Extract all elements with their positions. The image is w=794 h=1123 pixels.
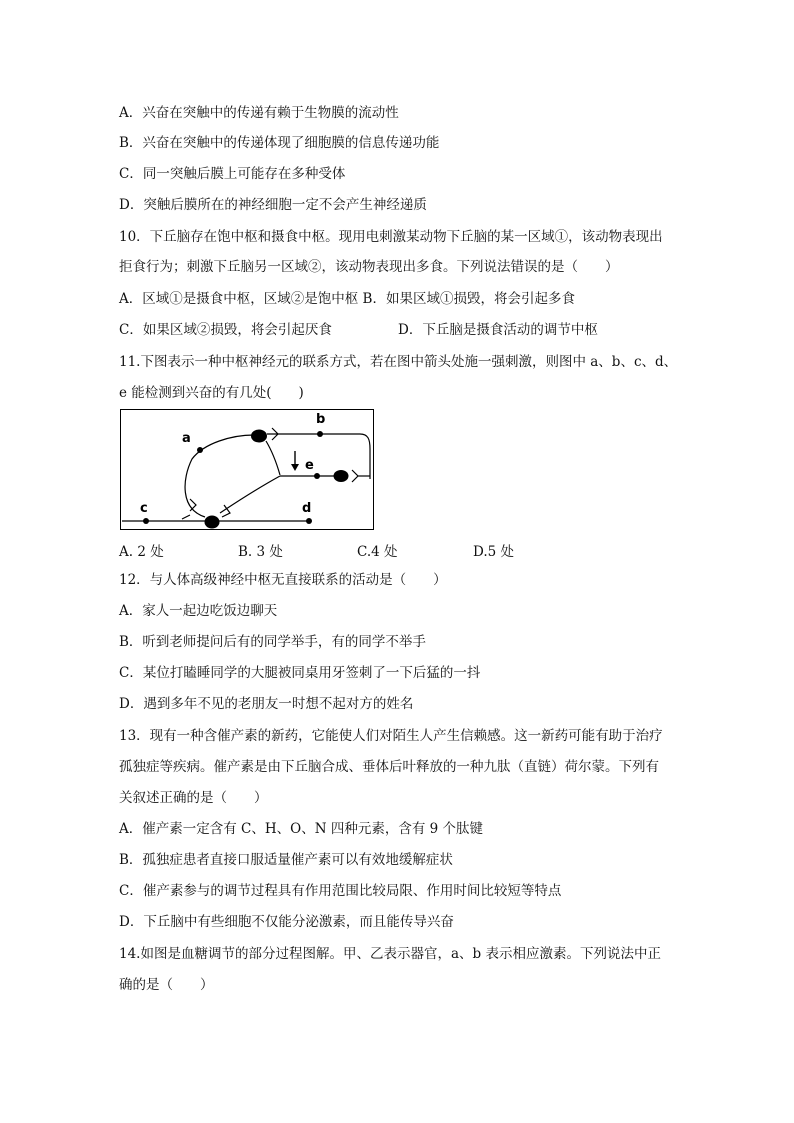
q13-option-a: A．催产素一定含有 C、H、O、N 四种元素，含有 9 个肽键 (119, 821, 483, 837)
top-neuron-body (251, 430, 267, 443)
q12-option-c: C．某位打瞌睡同学的大腿被同桌用牙签刺了一下后猛的一抖 (119, 665, 481, 681)
q11-stem-line2: e 能检测到兴奋的有几处( ) (119, 385, 304, 401)
q9-option-d: D．突触后膜所在的神经细胞一定不会产生神经递质 (119, 197, 427, 213)
q12-stem: 12．与人体高级神经中枢无直接联系的活动是（ ） (119, 572, 447, 588)
bottom-neuron-body (205, 516, 220, 529)
q12-option-a: A．家人一起边吃饭边聊天 (119, 603, 278, 619)
q14-stem-line2: 确的是（ ） (119, 977, 214, 993)
q11-option-a: A. 2 处 (119, 544, 164, 560)
q10-option-c: C．如果区域②损毁，将会引起厌食 (119, 322, 332, 338)
label-b: b (316, 412, 326, 427)
q12-option-b: B．听到老师提问后有的同学举手，有的同学不举手 (119, 634, 426, 650)
neuron-circuit-diagram (120, 409, 376, 533)
q10-options-ab: A．区域①是摄食中枢，区域②是饱中枢 B．如果区域①损毁，将会引起多食 (119, 291, 575, 307)
q13-option-b: B．孤独症患者直接口服适量催产素可以有效地缓解症状 (119, 852, 453, 868)
figure-frame (121, 410, 374, 530)
bottom-synapse-mark (182, 515, 190, 519)
q9-option-b: B．兴奋在突触中的传递体现了细胞膜的信息传递功能 (119, 135, 440, 151)
label-c: c (140, 501, 148, 516)
q13-option-c: C．催产素参与的调节过程具有作用范围比较局限、作用时间比较短等特点 (119, 883, 562, 899)
q9-option-a: A．兴奋在突触中的传递有赖于生物膜的流动性 (119, 105, 399, 121)
q10-option-d: D．下丘脑是摄食活动的调节中枢 (398, 322, 598, 338)
point-e (314, 473, 320, 479)
q11-stem-line1: 11.下图表示一种中枢神经元的联系方式，若在图中箭头处施一强刺激，则图中 a、b、c、d、 (119, 354, 678, 370)
top-branch-down (266, 441, 280, 475)
label-d: d (302, 501, 312, 516)
q13-stem-line1: 13．现有一种含催产素的新药，它能使人们对陌生人产生信赖感。这一新药可能有助于治疗 (119, 728, 663, 744)
stimulus-arrow-head (291, 464, 299, 471)
right-neuron-body (334, 470, 349, 482)
q10-stem-line1: 10．下丘脑存在饱中枢和摄食中枢。现用电刺激某动物下丘脑的某一区域①，该动物表现出 (119, 229, 663, 245)
q11-option-c: C.4 处 (357, 544, 398, 560)
q11-option-d: D.5 处 (473, 544, 515, 560)
label-a: a (182, 431, 191, 446)
point-d (306, 518, 312, 524)
label-e: e (305, 458, 314, 473)
q13-stem-line2: 孤独症等疾病。催产素是由下丘脑合成、垂体后叶释放的一种九肽（直链）荷尔蒙。下列有 (119, 759, 659, 775)
point-a (197, 447, 203, 453)
q12-option-d: D．遇到多年不见的老朋友一时想不起对方的姓名 (119, 696, 414, 712)
q10-stem-line2: 拒食行为；刺激下丘脑另一区域②，该动物表现出多食。下列说法错误的是（ ） (119, 259, 619, 275)
right-synapse-cup (352, 470, 358, 482)
point-c (143, 518, 149, 524)
q11-option-b: B. 3 处 (238, 544, 283, 560)
q13-option-d: D．下丘脑中有些细胞不仅能分泌激素，而且能传导兴奋 (119, 914, 454, 930)
neuron-circuit-figure (120, 409, 376, 537)
q13-stem-line3: 关叙述正确的是（ ） (119, 790, 268, 806)
q14-stem-line1: 14.如图是血糖调节的部分过程图解。甲、乙表示器官，a、b 表示相应激素。下列说法中正 (119, 946, 661, 962)
q9-option-c: C．同一突触后膜上可能存在多种受体 (119, 166, 346, 182)
middle-branch-down (220, 476, 280, 513)
point-b (317, 431, 323, 437)
